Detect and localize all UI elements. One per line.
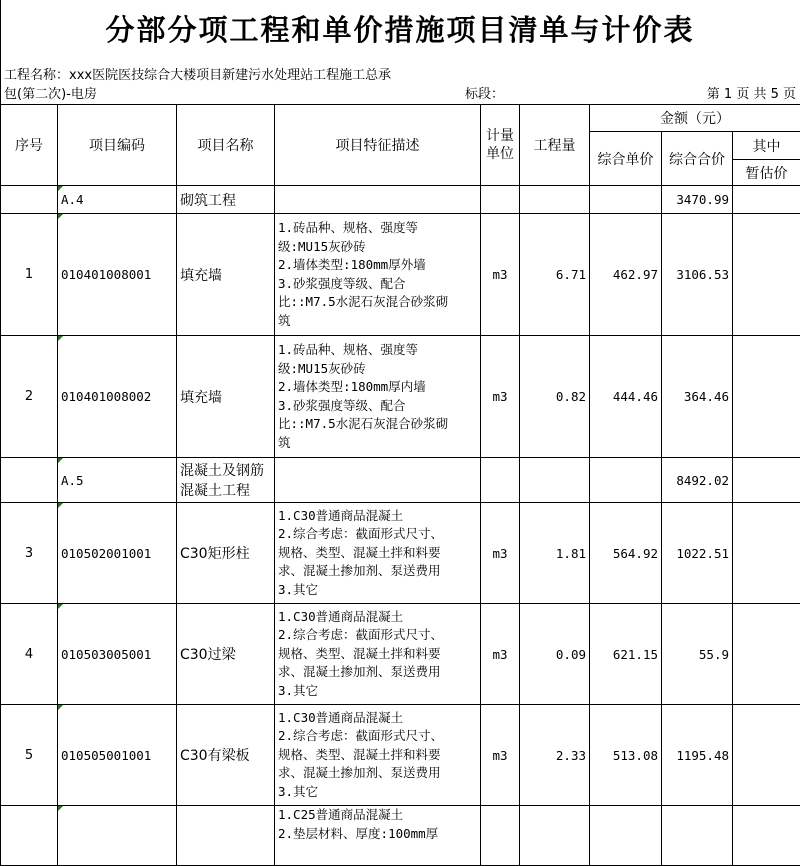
row-code: 010401008001: [58, 214, 177, 336]
table-row: [1, 458, 800, 503]
row-desc: [275, 458, 481, 503]
row-qty: 2.33: [520, 705, 590, 806]
desc-line: 1.砖品种、规格、强度等: [278, 219, 477, 238]
row-unit: m3: [481, 705, 520, 806]
row-qty: 1.81: [520, 503, 590, 604]
row-unit: [481, 806, 520, 866]
page-info: 第 1 页 共 5 页: [707, 86, 796, 103]
desc-line: 2.综合考虑：截面形式尺寸、: [278, 727, 477, 746]
row-seq: 1: [1, 214, 58, 336]
row-code: 010505001001: [58, 705, 177, 806]
desc-line: 1.C30普通商品混凝土: [278, 709, 477, 728]
row-provisional: [733, 806, 800, 866]
row-unit: [481, 458, 520, 503]
desc-line: 1.C30普通商品混凝土: [278, 507, 477, 526]
row-name: C30矩形柱: [177, 503, 275, 604]
row-unit: m3: [481, 604, 520, 705]
row-name: 砌筑工程: [177, 186, 275, 214]
row-seq: 5: [1, 705, 58, 806]
table-row: [1, 705, 800, 806]
table-row: [1, 604, 800, 705]
row-code: A.4: [58, 186, 177, 214]
row-name: 填充墙: [177, 336, 275, 458]
row-name: C30过梁: [177, 604, 275, 705]
header-name: 项目名称: [177, 105, 275, 186]
desc-line: 求、混凝土掺加剂、泵送费用: [278, 562, 477, 581]
row-provisional: [733, 214, 800, 336]
desc-line: 2.垫层材料、厚度:100mm厚: [278, 825, 477, 844]
row-total: 55.9: [662, 604, 733, 705]
header-row: [1, 105, 800, 132]
header-of-which: 其中: [733, 132, 800, 160]
desc-line: 规格、类型、混凝土拌和料要: [278, 544, 477, 563]
row-desc: [275, 705, 481, 806]
row-unit-price: [590, 458, 662, 503]
desc-line: 比::M7.5水泥石灰混合砂浆砌: [278, 293, 477, 312]
desc-line: 1.C30普通商品混凝土: [278, 608, 477, 627]
row-seq: 4: [1, 604, 58, 705]
desc-line: 比::M7.5水泥石灰混合砂浆砌: [278, 415, 477, 434]
row-desc: [275, 214, 481, 336]
row-qty: [520, 186, 590, 214]
header-provisional: 暂估价: [733, 160, 800, 186]
row-desc: [275, 186, 481, 214]
row-code: 010503005001: [58, 604, 177, 705]
project-name-line2: 包(第二次)-电房: [4, 86, 97, 103]
header-amount: 金额（元）: [590, 105, 800, 132]
row-desc: [275, 604, 481, 705]
row-unit-price: 513.08: [590, 705, 662, 806]
header-unit: 计量单位: [481, 105, 520, 186]
table-row: [1, 186, 800, 214]
row-unit: [481, 186, 520, 214]
row-code: 010502001001: [58, 503, 177, 604]
desc-line: 求、混凝土掺加剂、泵送费用: [278, 663, 477, 682]
table-row: [1, 336, 800, 458]
row-unit-price: 462.97: [590, 214, 662, 336]
desc-line: 级:MU15灰砂砖: [278, 238, 477, 257]
row-unit-price: 621.15: [590, 604, 662, 705]
header-code: 项目编码: [58, 105, 177, 186]
row-seq: [1, 186, 58, 214]
row-unit: m3: [481, 214, 520, 336]
row-qty: 6.71: [520, 214, 590, 336]
row-provisional: [733, 186, 800, 214]
desc-line: 规格、类型、混凝土拌和料要: [278, 746, 477, 765]
row-total: 1022.51: [662, 503, 733, 604]
row-provisional: [733, 336, 800, 458]
row-unit-price: 444.46: [590, 336, 662, 458]
row-name: C30有梁板: [177, 705, 275, 806]
row-qty: 0.09: [520, 604, 590, 705]
desc-line: 求、混凝土掺加剂、泵送费用: [278, 764, 477, 783]
desc-line: 2.综合考虑：截面形式尺寸、: [278, 626, 477, 645]
desc-line: 3.砂浆强度等级、配合: [278, 275, 477, 294]
row-desc: [275, 503, 481, 604]
table-row: [1, 806, 800, 866]
header-desc: 项目特征描述: [275, 105, 481, 186]
bill-table: [0, 104, 800, 866]
page-title: 分部分项工程和单价措施项目清单与计价表: [0, 8, 800, 49]
row-qty: 0.82: [520, 336, 590, 458]
row-seq: [1, 458, 58, 503]
desc-line: 级:MU15灰砂砖: [278, 360, 477, 379]
row-total: 364.46: [662, 336, 733, 458]
row-unit-price: [590, 806, 662, 866]
table-row: [1, 503, 800, 604]
desc-line: 2.墙体类型:180mm厚内墙: [278, 378, 477, 397]
row-unit: m3: [481, 503, 520, 604]
row-seq: 2: [1, 336, 58, 458]
desc-line: 规格、类型、混凝土拌和料要: [278, 645, 477, 664]
row-name: [177, 806, 275, 866]
desc-line: 1.C25普通商品混凝土: [278, 806, 477, 825]
row-name: 混凝土及钢筋混凝土工程: [177, 458, 275, 503]
desc-line: 3.其它: [278, 783, 477, 802]
desc-line: 3.砂浆强度等级、配合: [278, 397, 477, 416]
header-total: 综合合价: [662, 132, 733, 186]
desc-line: 2.墙体类型:180mm厚外墙: [278, 256, 477, 275]
row-provisional: [733, 604, 800, 705]
row-total: [662, 806, 733, 866]
row-total: 3470.99: [662, 186, 733, 214]
row-unit-price: [590, 186, 662, 214]
desc-line: 2.综合考虑：截面形式尺寸、: [278, 525, 477, 544]
row-unit: m3: [481, 336, 520, 458]
row-total: 1195.48: [662, 705, 733, 806]
desc-line: 3.其它: [278, 581, 477, 600]
project-name: xxx医院医技综合大楼项目新建污水处理站工程施工总承: [69, 68, 391, 83]
desc-line: 3.其它: [278, 682, 477, 701]
row-provisional: [733, 503, 800, 604]
row-unit-price: 564.92: [590, 503, 662, 604]
row-seq: 3: [1, 503, 58, 604]
row-name: 填充墙: [177, 214, 275, 336]
project-name-line1: [4, 67, 391, 84]
row-provisional: [733, 458, 800, 503]
desc-line: 筑: [278, 434, 477, 453]
desc-line: 筑: [278, 312, 477, 331]
row-qty: [520, 458, 590, 503]
project-label: 工程名称：: [4, 68, 69, 83]
table-row: [1, 214, 800, 336]
row-desc: [275, 336, 481, 458]
desc-line: 1.砖品种、规格、强度等: [278, 341, 477, 360]
row-code: 010401008002: [58, 336, 177, 458]
row-qty: [520, 806, 590, 866]
section-label: 标段：: [465, 86, 504, 103]
row-total: 8492.02: [662, 458, 733, 503]
header-qty: 工程量: [520, 105, 590, 186]
row-code: A.5: [58, 458, 177, 503]
row-desc: [275, 806, 481, 866]
row-total: 3106.53: [662, 214, 733, 336]
row-provisional: [733, 705, 800, 806]
row-seq: [1, 806, 58, 866]
header-seq: 序号: [1, 105, 58, 186]
row-code: [58, 806, 177, 866]
header-unit-price: 综合单价: [590, 132, 662, 186]
table-body: [1, 186, 800, 866]
